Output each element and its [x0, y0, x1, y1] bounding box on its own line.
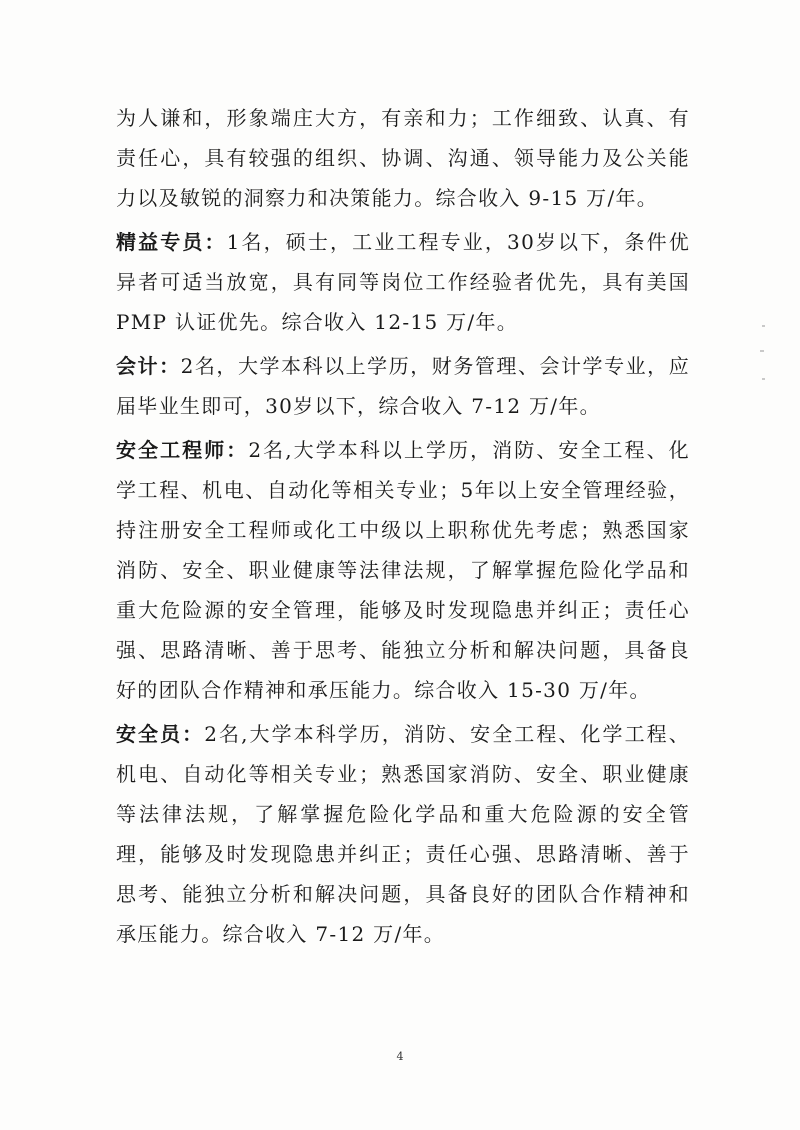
page-number: 4	[396, 1050, 404, 1063]
position-title: 安全员：	[116, 722, 205, 746]
position-title: 精益专员：	[116, 230, 227, 254]
paragraph-accountant	[116, 346, 690, 426]
paragraph-text: 2名，大学本科以上学历，财务管理、会计学专业，应届毕业生即可，30岁以下，综合收入 7-12 万/年。	[116, 354, 690, 418]
position-title: 安全工程师：	[116, 438, 249, 462]
paragraph-safety-engineer	[116, 430, 690, 710]
position-title: 会计：	[116, 354, 181, 378]
paragraph-lean-specialist	[116, 222, 690, 342]
paragraph-text: 2名,大学本科学历，消防、安全工程、化学工程、机电、自动化等相关专业；熟悉国家消防、安全、职业健康等法律法规，了解掌握危险化学品和重大危险源的安全管理，能够及时发现隐患并纠正；责任心强、思路清晰、善于思考、能独立分析和解决问题，具备良好的团队合作精神和承压能力。综合收入 7-12 万/年。	[116, 722, 690, 946]
scan-artifact	[760, 350, 764, 352]
document-body	[116, 98, 690, 958]
paragraph-text: 1名，硕士，工业工程专业，30岁以下，条件优异者可适当放宽，具有同等岗位工作经验者优先，具有美国 PMP 认证优先。综合收入 12-15 万/年。	[116, 230, 691, 334]
paragraph-safety-officer	[116, 714, 690, 954]
paragraph-text: 为人谦和，形象端庄大方，有亲和力；工作细致、认真、有责任心，具有较强的组织、协调、沟通、领导能力及公关能力以及敏锐的洞察力和决策能力。综合收入 9-15 万/年。	[116, 106, 690, 210]
scan-artifact	[762, 325, 765, 327]
paragraph-text: 2名,大学本科以上学历，消防、安全工程、化学工程、机电、自动化等相关专业；5年以上安全管理经验，持注册安全工程师或化工中级以上职称优先考虑；熟悉国家消防、安全、职业健康等法律法规，了解掌握危险化学品和重大危险源的安全管理，能够及时发现隐患并纠正；责任心强、思路清晰、善于思考、能独立分析和解决问题，具备良好的团队合作精神和承压能力。综合收入 15-30 万/年。	[116, 438, 690, 702]
scan-artifact	[762, 378, 765, 380]
paragraph-continuation	[116, 98, 690, 218]
